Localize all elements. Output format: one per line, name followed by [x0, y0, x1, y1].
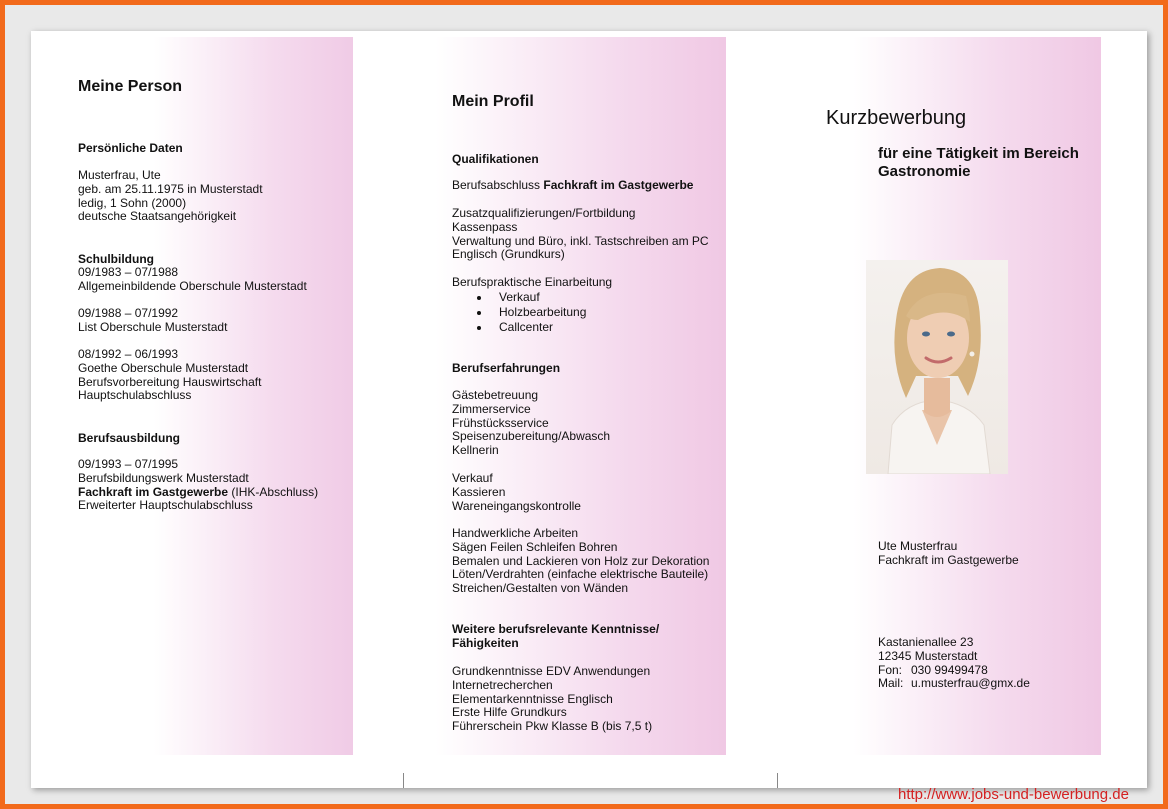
source-watermark: http://www.jobs-und-bewerbung.de — [898, 786, 1129, 803]
qualification-degree-bold: Fachkraft im Gastgewerbe — [543, 178, 694, 192]
contact-street: Kastanienallee 23 — [878, 635, 974, 649]
personal-line: Musterfrau, Ute — [78, 168, 161, 182]
personal-data-block — [78, 169, 263, 224]
applicant-photo — [866, 260, 1008, 474]
qualification-prefix: Berufsabschluss — [452, 178, 544, 192]
list-item: Verkauf — [452, 290, 586, 305]
document-subtitle — [878, 145, 1079, 181]
school-name: Goethe Oberschule Musterstadt — [78, 360, 249, 375]
skill-line: Internetrecherchen — [452, 677, 553, 692]
training-block — [78, 458, 318, 513]
experience-line: Zimmerservice — [452, 401, 531, 416]
applicant-name: Ute Musterfrau — [878, 539, 958, 553]
skills-block — [452, 665, 652, 734]
training-degree-bold: Fachkraft im Gastgewerbe — [78, 484, 229, 499]
contact-phone-row — [878, 664, 1030, 678]
experience-group-3 — [452, 527, 709, 596]
school-name: Allgemeinbildende Oberschule Musterstadt — [78, 278, 307, 293]
section-title-skills — [452, 623, 659, 651]
experience-line: Streichen/Gestalten von Wänden — [452, 581, 629, 596]
phone-label: Fon: — [878, 662, 903, 677]
experience-line: Kassieren — [452, 484, 506, 499]
section-title-personal: Persönliche Daten — [78, 141, 183, 155]
skill-line: Elementarkenntnisse Englisch — [452, 691, 613, 706]
mail-value: u.musterfrau@gmx.de — [911, 676, 1030, 691]
mail-label: Mail: — [878, 676, 904, 691]
applicant-role: Fachkraft im Gastgewerbe — [878, 552, 1019, 567]
fold-mark-left — [403, 773, 404, 788]
applicant-block — [878, 540, 1019, 568]
experience-line: Speisenzubereitung/Abwasch — [452, 429, 611, 444]
qualification-line: Zusatzqualifizierungen/Fortbildung — [452, 206, 636, 220]
practical-title: Berufspraktische Einarbeitung — [452, 275, 613, 289]
portrait-illustration — [866, 260, 1008, 474]
contact-mail-row — [878, 677, 1030, 691]
section-title-school: Schulbildung — [78, 252, 154, 266]
experience-group-2 — [452, 472, 581, 513]
school-period: 09/1983 – 07/1988 — [78, 265, 179, 279]
practical-list — [452, 290, 586, 335]
experience-line: Kellnerin — [452, 443, 499, 458]
experience-line: Gästebetreuung — [452, 388, 539, 402]
contact-city: 12345 Musterstadt — [878, 648, 978, 663]
school-entry-2 — [78, 307, 227, 335]
personal-line: deutsche Staatsangehörigkeit — [78, 209, 237, 224]
experience-line: Frühstücksservice — [452, 415, 549, 430]
experience-line: Bemalen und Lackieren von Holz zur Dekoration — [452, 553, 710, 568]
training-degree-suffix: (IHK-Abschluss) — [228, 484, 319, 499]
document-title: Kurzbewerbung — [826, 107, 967, 129]
training-extra: Erweiterter Hauptschulabschluss — [78, 498, 253, 513]
school-period: 08/1992 – 06/1993 — [78, 347, 179, 361]
qualification-degree — [452, 179, 693, 193]
section-title-training: Berufsausbildung — [78, 431, 181, 445]
document-canvas — [5, 5, 1163, 804]
skill-line: Grundkenntnisse EDV Anwendungen — [452, 664, 651, 678]
experience-group-1 — [452, 389, 610, 458]
experience-line: Sägen Feilen Schleifen Bohren — [452, 539, 618, 554]
personal-line: ledig, 1 Sohn (2000) — [78, 195, 187, 210]
skills-title-line: Fähigkeiten — [452, 635, 519, 650]
skill-line: Erste Hilfe Grundkurs — [452, 705, 567, 720]
school-entry-1 — [78, 266, 307, 294]
school-period: 09/1988 – 07/1992 — [78, 306, 179, 320]
experience-line: Handwerkliche Arbeiten — [452, 526, 579, 540]
list-item: Callcenter — [452, 320, 586, 335]
subtitle-line: für eine Tätigkeit im Bereich — [878, 145, 1079, 162]
phone-value: 030 99499478 — [911, 662, 988, 677]
school-name: List Oberschule Musterstadt — [78, 319, 228, 334]
section-title-qualifications: Qualifikationen — [452, 152, 539, 166]
brochure-page — [31, 31, 1147, 788]
fold-mark-right — [777, 773, 778, 788]
section-title-experience: Berufserfahrungen — [452, 361, 561, 375]
qualification-extra — [452, 207, 709, 262]
experience-line: Wareneingangskontrolle — [452, 498, 581, 513]
subtitle-line: Gastronomie — [878, 163, 971, 180]
training-degree — [78, 486, 318, 500]
school-detail: Hauptschulabschluss — [78, 388, 192, 403]
qualification-line: Kassenpass — [452, 219, 518, 234]
experience-line: Verkauf — [452, 471, 493, 485]
personal-line: geb. am 25.11.1975 in Musterstadt — [78, 181, 263, 196]
school-detail: Berufsvorbereitung Hauswirtschaft — [78, 374, 262, 389]
heading-meine-person: Meine Person — [78, 78, 183, 95]
school-entry-3 — [78, 348, 261, 403]
skill-line: Führerschein Pkw Klasse B (bis 7,5 t) — [452, 719, 653, 734]
list-item: Holzbearbeitung — [452, 305, 586, 320]
experience-line: Löten/Verdrahten (einfache elektrische Bauteile) — [452, 567, 709, 582]
qualification-line: Verwaltung und Büro, inkl. Tastschreiben am PC — [452, 233, 709, 248]
heading-mein-profil: Mein Profil — [452, 93, 534, 110]
qualification-line: Englisch (Grundkurs) — [452, 247, 565, 262]
skills-title-line: Weitere berufsrelevante Kenntnisse/ — [452, 622, 660, 636]
training-period: 09/1993 – 07/1995 — [78, 457, 179, 471]
training-institution: Berufsbildungswerk Musterstadt — [78, 470, 249, 485]
contact-block — [878, 636, 1030, 691]
